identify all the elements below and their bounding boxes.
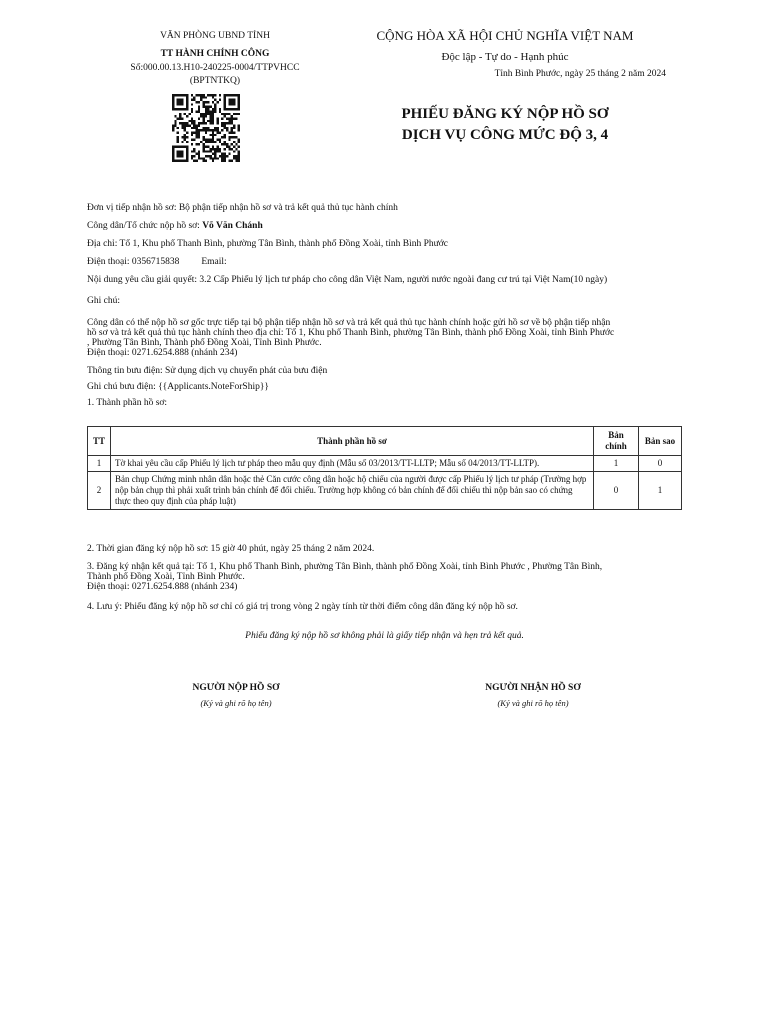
note-text-2: hồ sơ và trả kết quả thủ tục hành chính theo địa chỉ: Tổ 1, Khu phố Thanh Bình, phường Tân Bình, thành phố Đồng Xoài, tỉnh Bình Phước: [87, 328, 615, 338]
row-copy: 0: [639, 456, 682, 472]
note-label: Ghi chú:: [87, 296, 120, 306]
qr-code-icon: [172, 94, 240, 162]
nation-name: CỘNG HÒA XÃ HỘI CHỦ NGHĨA VIỆT NAM: [376, 28, 634, 43]
receiver-signature: [433, 682, 633, 709]
submission-time: 2. Thời gian đăng ký nộp hồ sơ: 15 giờ 40 phút, ngày 25 tháng 2 năm 2024.: [87, 544, 375, 554]
citizen-name: Võ Văn Chánh: [202, 221, 263, 231]
documents-table: [87, 426, 682, 510]
result-phone: Điện thoại: 0271.6254.888 (nhánh 234): [87, 582, 238, 592]
issuer-office: VĂN PHÒNG UBND TỈNH: [160, 31, 270, 41]
row-original: 0: [594, 472, 639, 510]
email: Email:: [201, 257, 227, 267]
issuer-unit: TT HÀNH CHÍNH CÔNG: [160, 49, 270, 59]
note-text-1: Công dân có thể nộp hồ sơ gốc trực tiếp tại bộ phận tiếp nhận hồ sơ và trả kết quả thủ tục hành chính hoặc gửi hồ sơ về bộ phận tiếp nhận: [87, 318, 611, 328]
row-tt: 2: [88, 472, 111, 510]
col-tt: TT: [88, 427, 111, 456]
col-original: Bản chính: [594, 427, 639, 456]
place-date: Tỉnh Bình Phước, ngày 25 tháng 2 năm 2024: [494, 69, 666, 79]
postal-info: Thông tin bưu điện: Sử dụng dịch vụ chuyển phát của bưu điện: [87, 366, 328, 376]
receiver-note: (Ký và ghi rõ họ tên): [497, 698, 569, 708]
note-paragraph: [87, 318, 687, 358]
receiving-unit: Đơn vị tiếp nhận hồ sơ: Bộ phận tiếp nhận hồ sơ và trả kết quả thủ tục hành chính: [87, 203, 398, 213]
validity-notice: 4. Lưu ý: Phiếu đăng ký nộp hồ sơ chỉ có giá trị trong vòng 2 ngày tính từ thời điểm công dân đăng ký nộp hồ sơ.: [87, 602, 518, 612]
issuer-block: [110, 30, 320, 86]
row-component: Tờ khai yêu cầu cấp Phiếu lý lịch tư pháp theo mẫu quy định (Mẫu số 03/2013/TT-LLTP; Mẫu số 04/2013/TT-LLTP).: [111, 456, 594, 472]
col-component: Thành phần hồ sơ: [111, 427, 594, 456]
document-title: [340, 104, 670, 146]
postal-note: Ghi chú bưu điện: {{Applicants.NoteForShip}}: [87, 382, 269, 392]
request-content: Nội dung yêu cầu giải quyết: 3.2 Cấp Phiếu lý lịch tư pháp cho công dân Việt Nam, người nước ngoài đang cư trú tại Việt Nam(10 ngày): [87, 275, 608, 285]
row-copy: 1: [639, 472, 682, 510]
table-row: [88, 456, 682, 472]
title-line-1: PHIẾU ĐĂNG KÝ NỘP HỒ SƠ: [401, 106, 609, 122]
table-row: [88, 472, 682, 510]
note-text-3: , Phường Tân Bình, Thành phố Đồng Xoài, Tỉnh Bình Phước.: [87, 338, 322, 348]
receiver-title: NGƯỜI NHẬN HỒ SƠ: [485, 683, 581, 693]
table-header-row: [88, 427, 682, 456]
submitter-title: NGƯỜI NỘP HỒ SƠ: [192, 683, 280, 693]
components-label: 1. Thành phần hồ sơ:: [87, 398, 168, 408]
citizen-line: [87, 221, 687, 233]
submitter-note: (Ký và ghi rõ họ tên): [200, 698, 272, 708]
phone: Điện thoại: 0356715838: [87, 257, 180, 267]
document-code-suffix: (BPTNTKQ): [189, 76, 241, 86]
result-location-2: Thành phố Đồng Xoài, Tỉnh Bình Phước.: [87, 572, 245, 582]
citizen-label: Công dân/Tổ chức nộp hồ sơ:: [87, 221, 203, 231]
national-motto: Độc lập - Tự do - Hạnh phúc: [441, 51, 569, 63]
disclaimer: Phiếu đăng ký nộp hồ sơ không phải là giấy tiếp nhận và hẹn trả kết quả.: [245, 631, 524, 641]
national-header: [340, 28, 670, 80]
title-line-2: DỊCH VỤ CÔNG MỨC ĐỘ 3, 4: [401, 127, 609, 143]
row-tt: 1: [88, 456, 111, 472]
note-phone: Điện thoại: 0271.6254.888 (nhánh 234): [87, 348, 238, 358]
result-location-1: 3. Đăng ký nhận kết quả tại: Tổ 1, Khu phố Thanh Bình, phường Tân Bình, thành phố Đồng Xoài, tỉnh Bình Phước , Phường Tân Bình,: [87, 562, 603, 572]
col-copy: Bản sao: [639, 427, 682, 456]
submitter-signature: [136, 682, 336, 709]
contact-line: [87, 257, 687, 269]
document-code: Số:000.00.13.H10-240225-0004/TTPVHCC: [130, 63, 300, 73]
row-original: 1: [594, 456, 639, 472]
address: Địa chỉ: Tổ 1, Khu phố Thanh Bình, phường Tân Bình, thành phố Đồng Xoài, tỉnh Bình Phước: [87, 239, 449, 249]
result-location: [87, 562, 687, 592]
row-component: Bản chụp Chứng minh nhân dân hoặc thẻ Căn cước công dân hoặc hộ chiếu của người được cấp Phiếu lý lịch tư pháp (Trường hợp nộp bản chụp thì phải xuất trình bản chính để đối chiếu. Trường hợp không có bản chính để đối chiếu thì nộp bản sao có chứng thực theo quy định của pháp luật): [111, 472, 594, 510]
